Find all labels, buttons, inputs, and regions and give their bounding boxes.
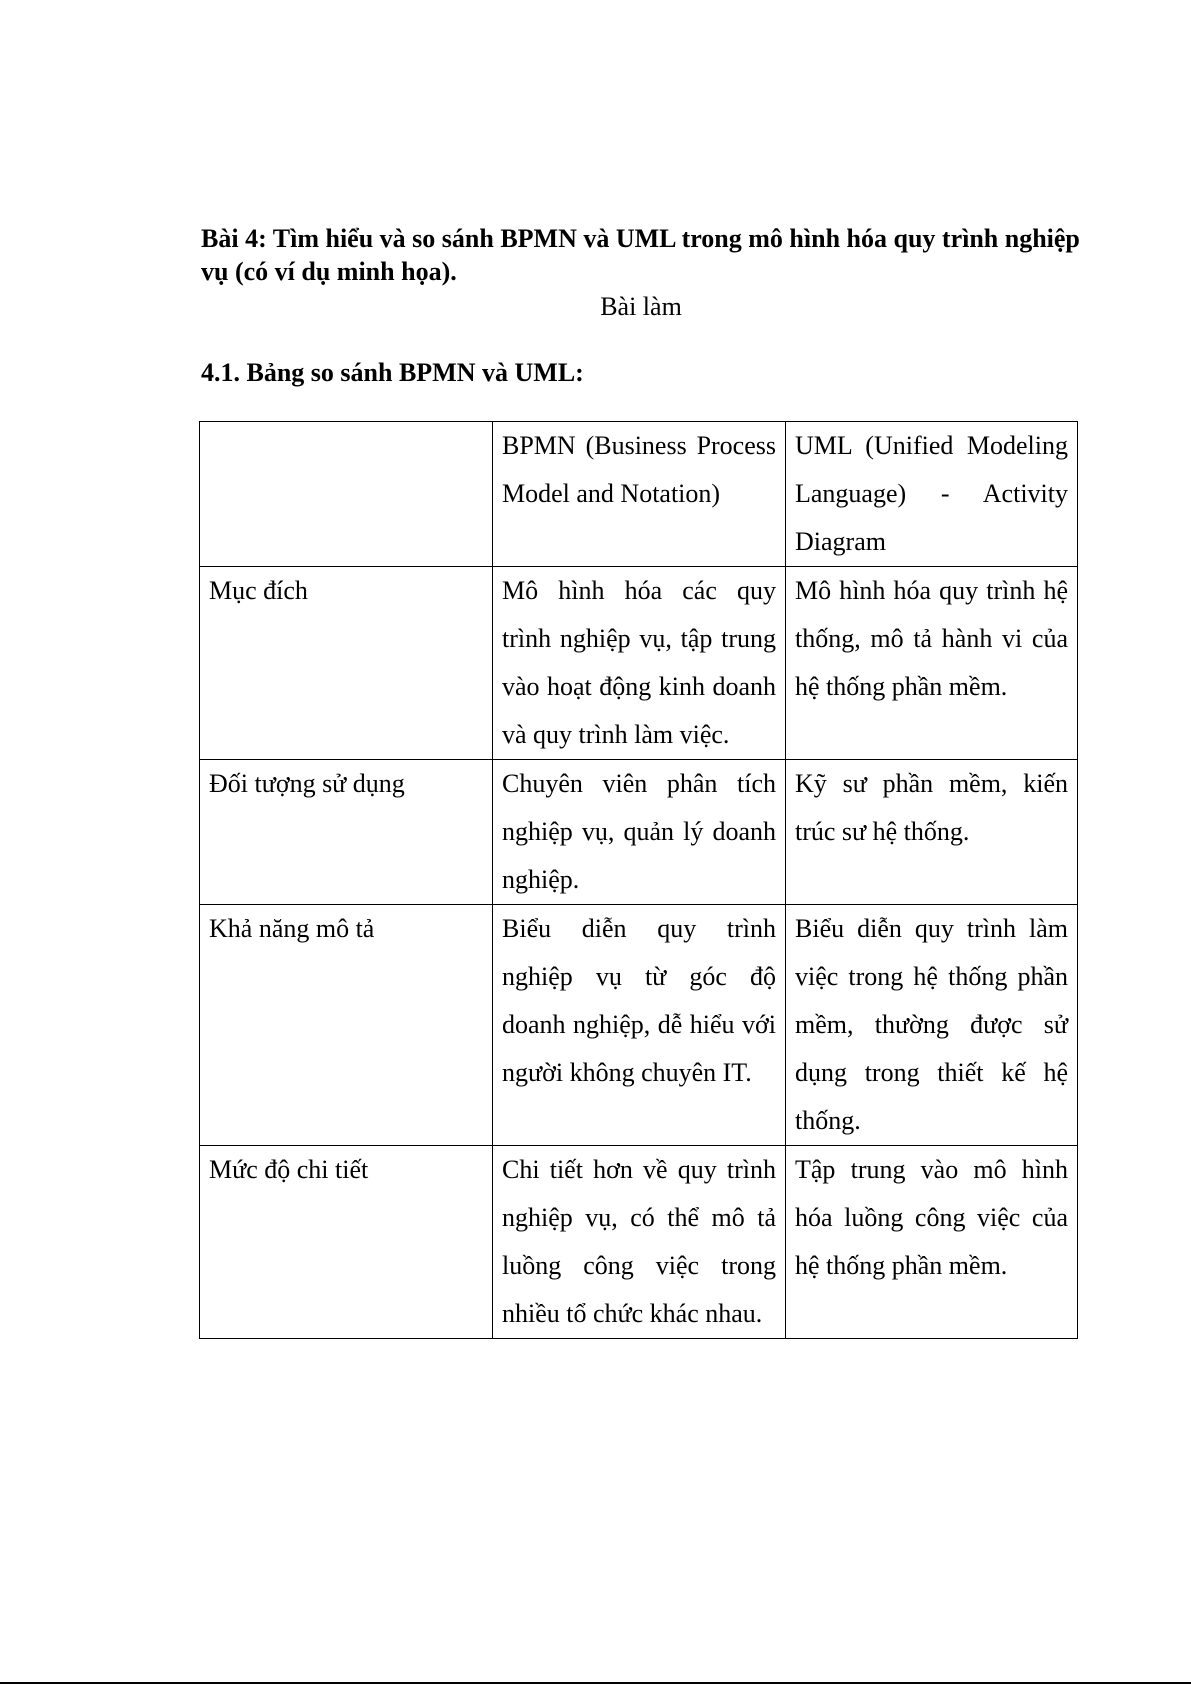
table-row (200, 567, 1078, 760)
header-cell-empty (200, 422, 493, 567)
uml-cell: Mô hình hóa quy trình hệ thống, mô tả hành vi của hệ thống phần mềm. (786, 567, 1078, 760)
page-bottom-divider (0, 1682, 1191, 1684)
header-cell-bpmn: BPMN (Business Process Model and Notation) (493, 422, 786, 567)
uml-cell: Biểu diễn quy trình làm việc trong hệ thống phần mềm, thường được sử dụng trong thiết kế hệ thống. (786, 905, 1078, 1146)
answer-subtitle: Bài làm (600, 292, 682, 321)
table-row (200, 905, 1078, 1146)
bpmn-cell: Chuyên viên phân tích nghiệp vụ, quản lý doanh nghiệp. (493, 760, 786, 905)
criterion-cell: Mức độ chi tiết (200, 1146, 493, 1339)
uml-cell: Tập trung vào mô hình hóa luồng công việc của hệ thống phần mềm. (786, 1146, 1078, 1339)
uml-cell: Kỹ sư phần mềm, kiến trúc sư hệ thống. (786, 760, 1078, 905)
criterion-cell: Mục đích (200, 567, 493, 760)
bpmn-cell: Mô hình hóa các quy trình nghiệp vụ, tập trung vào hoạt động kinh doanh và quy trình làm việc. (493, 567, 786, 760)
comparison-table (199, 421, 1078, 1339)
table-header-row (200, 422, 1078, 567)
header-cell-uml: UML (Unified Modeling Language) - Activity Diagram (786, 422, 1078, 567)
bpmn-cell: Chi tiết hơn về quy trình nghiệp vụ, có thể mô tả luồng công việc trong nhiều tổ chức khác nhau. (493, 1146, 786, 1339)
section-heading: 4.1. Bảng so sánh BPMN và UML: (201, 358, 584, 387)
criterion-cell: Đối tượng sử dụng (200, 760, 493, 905)
table-row (200, 760, 1078, 905)
exercise-heading: Bài 4: Tìm hiểu và so sánh BPMN và UML trong mô hình hóa quy trình nghiệp vụ (có ví dụ minh họa). (201, 224, 1080, 286)
bpmn-cell: Biểu diễn quy trình nghiệp vụ từ góc độ doanh nghiệp, dễ hiểu với người không chuyên IT. (493, 905, 786, 1146)
table-row (200, 1146, 1078, 1339)
criterion-cell: Khả năng mô tả (200, 905, 493, 1146)
